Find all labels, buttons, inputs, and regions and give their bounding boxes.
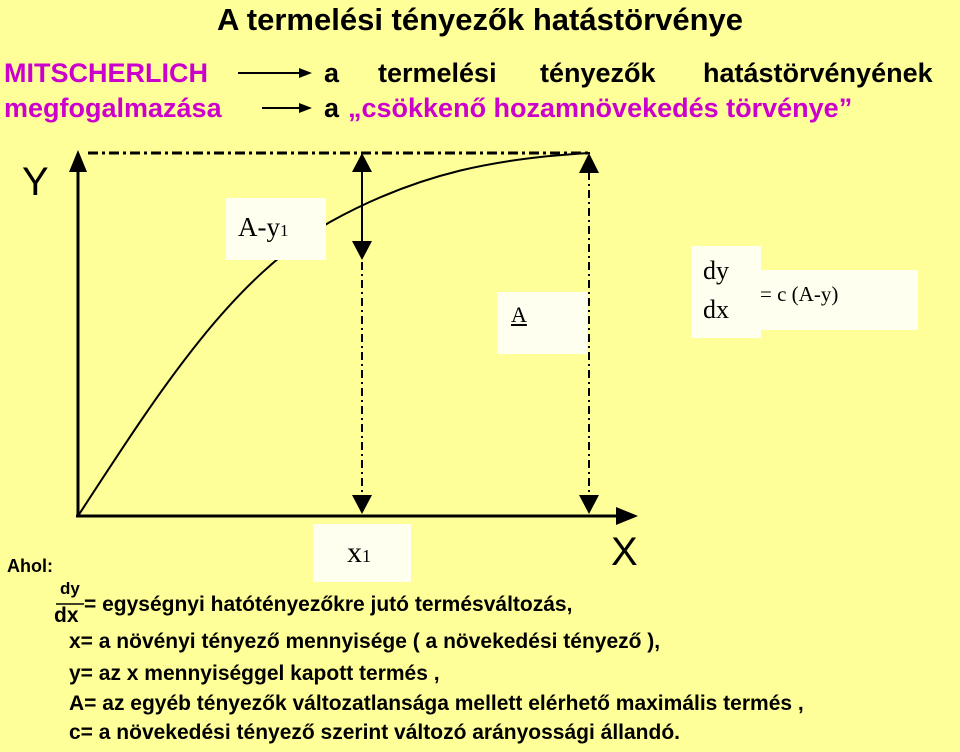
x-axis-label: X <box>611 530 638 574</box>
line1-word-hatastorvenyenek: hatástörvényének <box>703 58 933 88</box>
formula-rhs: = c (A-y) <box>760 282 839 306</box>
legend-x-definition: x= a növényi tényező mennyisége ( a növekedési tényező ), <box>69 630 661 653</box>
y-axis-label: Y <box>22 160 49 204</box>
gap-label-sub: 1 <box>280 221 289 240</box>
arrow-icon <box>262 103 312 113</box>
legend-dy-definition: = egységnyi hatótényezőkre jutó termésváltozás, <box>84 593 573 616</box>
line1-word-tenyezok: tényezők <box>540 58 656 88</box>
legend-y-definition: y= az x mennyiséggel kapott termés , <box>69 662 440 685</box>
term-megfogalmazasa: megfogalmazása <box>4 93 222 123</box>
line1-prefix: a <box>324 58 340 88</box>
asymptote-label-box <box>497 292 587 354</box>
legend-c-definition: c= a növekedési tényező szerint változó arányossági állandó. <box>69 721 680 744</box>
x1-label-sub: 1 <box>362 546 371 566</box>
x-axis <box>76 507 638 525</box>
line1-word-termelesi: termelési <box>378 58 497 88</box>
arrow-icon <box>238 68 312 78</box>
formula-denominator: dx <box>703 295 729 324</box>
x1-gap-arrow <box>352 153 372 514</box>
gap-label-box <box>226 198 326 260</box>
x1-label-box <box>313 524 411 582</box>
gap-label: A-y <box>238 212 280 242</box>
x1-label: x <box>347 536 362 569</box>
page-title: A termelési tényezők hatástörvénye <box>216 2 744 37</box>
legend-dy-numerator: dy <box>60 579 80 598</box>
line2-prefix: a <box>324 93 340 123</box>
legend-a-definition: A= az egyéb tényezők változatlansága mellett elérhető maximális termés , <box>69 692 804 715</box>
y-axis <box>69 150 87 516</box>
legend-dy-denominator: dx <box>54 604 79 627</box>
asymptote-label: A <box>511 302 527 327</box>
legend-ahol: Ahol: <box>7 556 53 576</box>
term-mitscherlich: MITSCHERLICH <box>4 58 208 88</box>
formula-numerator: dy <box>703 256 729 285</box>
law-name: „csökkenő hozamnövekedés törvénye” <box>348 93 853 123</box>
